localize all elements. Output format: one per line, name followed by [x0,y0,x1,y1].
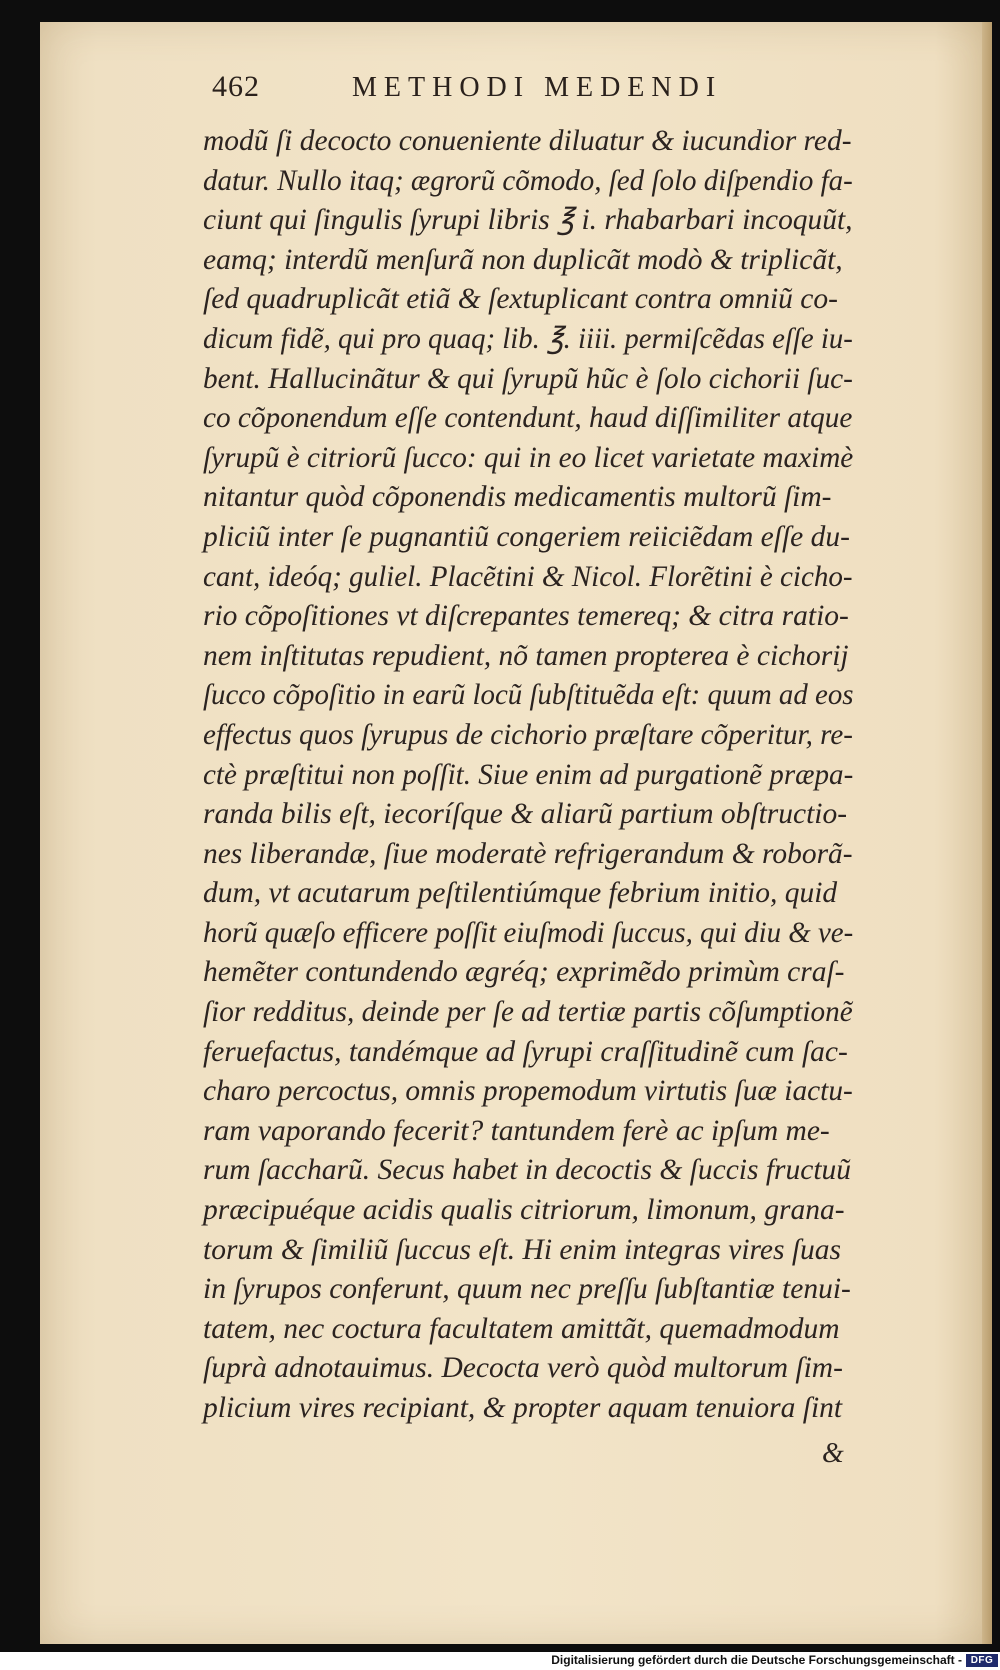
text-line: nitantur quòd cõponendis medicamentis multorũ ſim- [203,481,832,514]
text-line: datur. Nullo itaq; ægrorũ cõmodo, ſed ſolo diſpendio fa- [203,164,853,197]
text-line: horũ quæſo efficere poſſit eiuſmodi ſuccus, qui diu & ve- [203,916,854,949]
page-edge [982,22,992,1644]
text-line: torum & ſimiliũ ſuccus eſt. Hi enim integras vires ſuas [203,1233,842,1266]
text-line: nem inſtitutas repudient, nõ tamen propterea è cichorij [203,639,849,672]
text-line: ſucco cõpoſitio in earũ locũ ſubſtituẽda eſt: quum ad eos [203,679,854,712]
text-line: charo percoctus, omnis propemodum virtutis ſuæ iactu- [203,1075,853,1108]
text-line: pliciũ inter ſe pugnantiũ congeriem reiiciẽdam eſſe du- [203,520,850,553]
text-line: præcipuéque acidis qualis citriorum, limonum, grana- [203,1194,845,1227]
page-number: 462 [212,70,260,103]
dfg-logo: DFG [966,1654,998,1667]
page-header [212,70,852,120]
text-line: tatem, nec coctura facultatem amittãt, quemadmodum [203,1312,840,1345]
text-line: rum ſaccharũ. Secus habet in decoctis & ſuccis fructuũ [203,1154,852,1187]
text-line: eamq; interdũ menſurã non duplicãt modò & triplicãt, [203,243,843,276]
text-line: dum, vt acutarum peſtilentiúmque febrium initio, quid [203,877,838,910]
text-line: plicium vires recipiant, & propter aquam tenuiora ſint [203,1392,843,1424]
body-text [203,122,853,1429]
text-line: effectus quos ſyrupus de cichorio præſtare cõperitur, re- [203,718,853,751]
text-line: feruefactus, tandémque ad ſyrupi craſſitudinẽ cum ſac- [203,1035,848,1068]
text-line: ciunt qui ſingulis ſyrupi libris ℥ i. rhabarbari incoquũt, [203,204,853,237]
text-line: ſuprà adnotauimus. Decocta verò quòd multorum ſim- [203,1352,843,1385]
text-line: ſed quadruplicãt etiã & ſextuplicant contra omniũ co- [203,283,838,316]
digitization-footer [0,1652,1000,1670]
text-line: rio cõpoſitiones vt diſcrepantes temereq; & citra ratio- [203,600,849,633]
text-line: in ſyrupos conferunt, quum nec preſſu ſubſtantiæ tenui- [203,1273,851,1306]
running-title: METHODI MEDENDI [352,72,723,103]
text-line: modũ ſi decocto conueniente diluatur & iucundior red- [203,125,852,157]
text-line: co cõponendum eſſe contendunt, haud diſſimiliter atque [203,402,853,435]
text-line: bent. Hallucinãtur & qui ſyrupũ hũc è ſolo cichorii ſuc- [203,362,853,395]
text-line: nes liberandæ, ſiue moderatè refrigerandum & roborã- [203,837,853,870]
text-line: dicum fidẽ, qui pro quaq; lib. ℥. iiii. permiſcẽdas eſſe iu- [203,322,853,355]
text-line: ram vaporando fecerit? tantundem ferè ac ipſum me- [203,1114,830,1147]
text-line: ctè præſtitui non poſſit. Siue enim ad purgationẽ præpa- [203,758,854,791]
funding-credit: Digitalisierung gefördert durch die Deutsche Forschungsgemeinschaft - [551,1653,962,1667]
catchword: & [822,1438,844,1469]
text-line: ſyrupũ è citriorũ ſucco: qui in eo licet varietate maximè [203,441,854,474]
text-line: randa bilis eſt, iecoríſque & aliarũ partium obſtructio- [203,798,848,831]
text-line: ſior redditus, deinde per ſe ad tertiæ partis cõſumptionẽ [203,996,853,1029]
text-line: hemẽter contundendo ægréq; exprimẽdo primùm craſ- [203,956,845,989]
text-line: cant, ideóq; guliel. Placẽtini & Nicol. Florẽtini è cicho- [203,560,853,593]
